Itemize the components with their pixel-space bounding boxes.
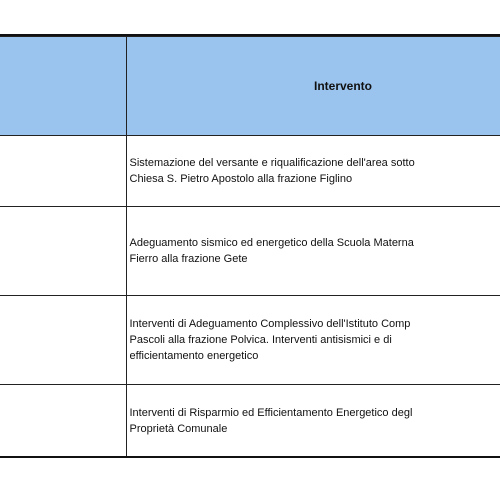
intervento-text-line: Fierro alla frazione Gete [129,253,248,265]
table-row [0,207,500,296]
intervento-text-line: Sistemazione del versante e riqualificazione dell'area sotto [129,157,415,169]
interventions-table [0,36,500,458]
intervento-cell [126,136,500,207]
intervento-text-line: efficientamento energetico [129,350,259,362]
intervento-text-line: Interventi di Adeguamento Complessivo dell'Istituto Comp [129,318,411,330]
intervento-text-line: Proprietà Comunale [129,423,228,435]
header-cell-empty [0,37,126,136]
interventions-table-container [0,34,500,458]
table-row [0,136,500,207]
table-header-row [0,37,500,136]
row-label-cell [0,385,126,458]
intervento-cell [126,207,500,296]
row-label-cell [0,207,126,296]
table-row [0,385,500,458]
header-cell-intervento: Intervento [126,37,500,136]
intervento-cell [126,296,500,385]
intervento-cell [126,385,500,458]
intervento-text-line: Interventi di Risparmio ed Efficientamento Energetico degl [129,407,413,419]
intervento-text-line: Chiesa S. Pietro Apostolo alla frazione Figlino [129,173,353,185]
row-label-cell [0,296,126,385]
table-row [0,296,500,385]
intervento-text-line: Pascoli alla frazione Polvica. Interventi antisismici e di [129,334,392,346]
intervento-text-line: Adeguamento sismico ed energetico della Scuola Materna [129,237,414,249]
row-label-cell [0,136,126,207]
